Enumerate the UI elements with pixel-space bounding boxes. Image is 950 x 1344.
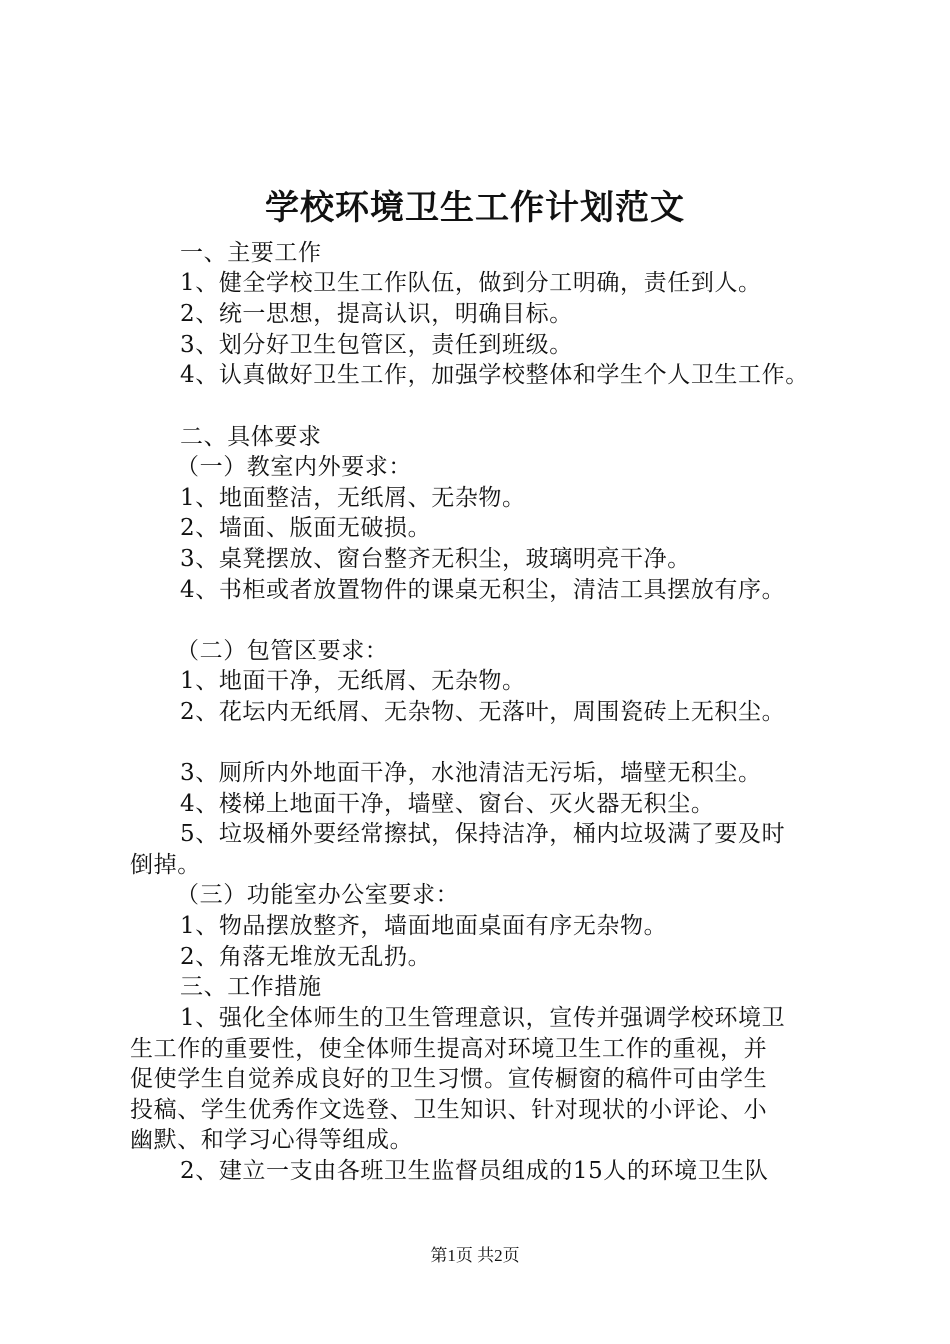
paragraph-line: 2、统一思想，提高认识，明确目标。 (180, 301, 573, 327)
section-heading: 一、主要工作 (180, 240, 322, 266)
paragraph-line: 1、物品摆放整齐，墙面地面桌面有序无杂物。 (180, 913, 668, 939)
paragraph-line: 2、花坛内无纸屑、无杂物、无落叶，周围瓷砖上无积尘。 (180, 699, 786, 725)
paragraph-line: 3、划分好卫生包管区，责任到班级。 (180, 332, 573, 358)
paragraph-line: 倒掉。 (130, 852, 201, 878)
subsection-heading: （一）教室内外要求： (176, 454, 412, 480)
section-heading: 三、工作措施 (180, 974, 322, 1000)
page-footer: 第1页 共2页 (430, 1246, 520, 1265)
paragraph-line: 1、地面整洁，无纸屑、无杂物。 (180, 485, 526, 511)
paragraph-line: 2、建立一支由各班卫生监督员组成的15人的环境卫生队 (180, 1158, 769, 1184)
paragraph-line: 投稿、学生优秀作文选登、卫生知识、针对现状的小评论、小 (130, 1097, 768, 1123)
paragraph-line: 1、强化全体师生的卫生管理意识，宣传并强调学校环境卫 (180, 1005, 786, 1031)
paragraph-line: 幽默、和学习心得等组成。 (130, 1127, 414, 1153)
paragraph-line: 2、墙面、版面无破损。 (180, 515, 432, 541)
paragraph-line: 1、地面干净，无纸屑、无杂物。 (180, 668, 526, 694)
paragraph-line: 5、垃圾桶外要经常擦拭，保持洁净，桶内垃圾满了要及时 (180, 821, 786, 847)
document-title: 学校环境卫生工作计划范文 (265, 188, 685, 228)
paragraph-line: 3、桌凳摆放、窗台整齐无积尘，玻璃明亮干净。 (180, 546, 691, 572)
subsection-heading: （二）包管区要求： (176, 638, 389, 664)
paragraph-line: 2、角落无堆放无乱扔。 (180, 944, 432, 970)
paragraph-line: 4、认真做好卫生工作，加强学校整体和学生个人卫生工作。 (180, 362, 809, 388)
paragraph-line: 3、厕所内外地面干净，水池清洁无污垢，墙壁无积尘。 (180, 760, 762, 786)
paragraph-line: 4、楼梯上地面干净，墙壁、窗台、灭火器无积尘。 (180, 791, 715, 817)
paragraph-line: 1、健全学校卫生工作队伍，做到分工明确，责任到人。 (180, 270, 762, 296)
paragraph-line: 4、书柜或者放置物件的课桌无积尘，清洁工具摆放有序。 (180, 577, 786, 603)
subsection-heading: （三）功能室办公室要求： (176, 882, 460, 908)
paragraph-line: 生工作的重要性，使全体师生提高对环境卫生工作的重视，并 (130, 1036, 768, 1062)
paragraph-line: 促使学生自觉养成良好的卫生习惯。宣传橱窗的稿件可由学生 (130, 1066, 768, 1092)
section-heading: 二、具体要求 (180, 424, 322, 450)
